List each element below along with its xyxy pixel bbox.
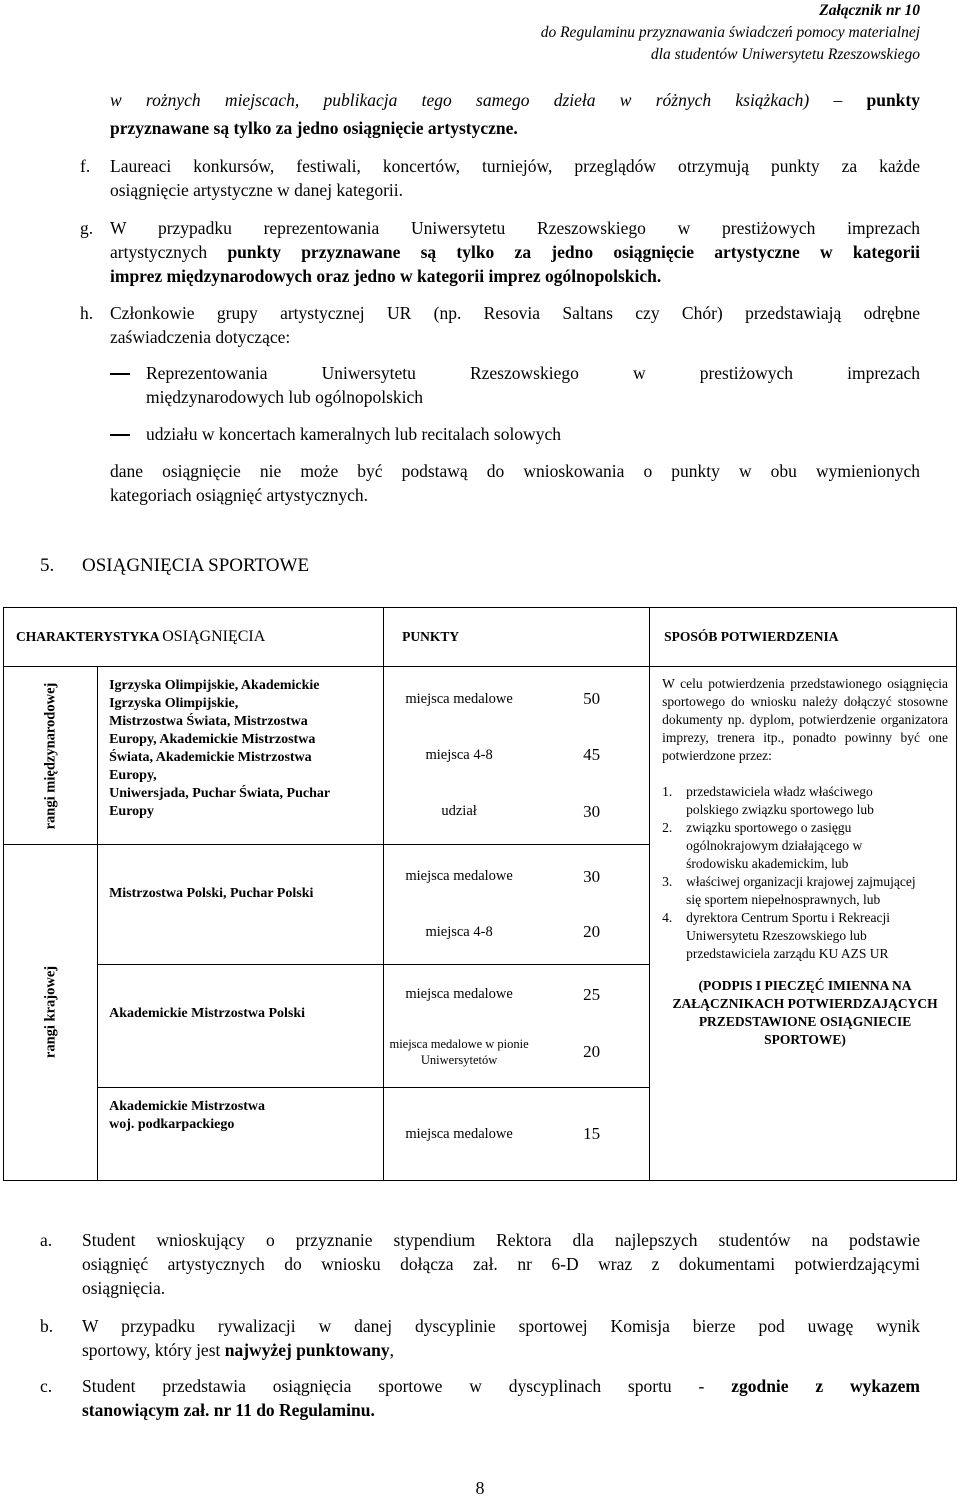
item-c-line2: stanowiącym zał. nr 11 do Regulaminu.	[82, 1400, 375, 1420]
item-b-line2: sportowy, który jest najwyżej punktowany,	[82, 1340, 394, 1360]
item-h-after-line1: dane osiągnięcie nie może być podstawą do wnioskowania o punkty w obu wymienionych	[110, 461, 920, 481]
item-a-line2: osiągnięć artystycznych do wniosku dołącza zał. nr 6-D wraz z dokumentami potwierdzającymi	[82, 1254, 920, 1274]
achievement-group	[98, 845, 649, 965]
page-header	[541, 0, 920, 66]
points-value: 30	[583, 801, 601, 821]
achievement-groups	[98, 667, 649, 1180]
event-name-line: woj. podkarpackiego	[109, 1117, 235, 1132]
confirmation-item-text: przedstawiciela władz właściwego polskiego związku sportowego lub	[686, 784, 874, 817]
item-h-after-line2: kategoriach osiągnięć artystycznych.	[110, 485, 369, 505]
confirmation-note: (PODPIS I PIECZĘĆ IMIENNA NA ZAŁĄCZNIKACH POTWIERDZAJĄCYCH PRZEDSTAWIONE OSIĄGNIECIE SPORTOWE)	[672, 978, 938, 1047]
confirmation-item	[662, 819, 948, 873]
category-label: udział	[441, 803, 477, 820]
table-body-row	[4, 667, 957, 1181]
category-label: miejsca medalowe	[405, 986, 513, 1002]
item-b-marker: b.	[40, 1316, 54, 1336]
bullet-dash-2	[110, 434, 130, 436]
event-name-line: Uniwersjada, Puchar Świata, Puchar	[109, 786, 331, 801]
event-name-line: Europy,	[109, 768, 157, 783]
header-points: PUNKTY	[384, 608, 650, 667]
item-f-line2: osiągnięcie artystyczne w danej kategorii.	[110, 180, 404, 200]
category-row	[384, 985, 649, 1005]
event-name-line: Europy, Akademickie Mistrzostwa	[109, 732, 316, 747]
item-h-bullet1-line2: międzynarodowych lub ogólnopolskich	[146, 387, 424, 407]
category-row	[384, 1036, 649, 1068]
section-number: 5.	[40, 555, 55, 576]
paragraph-continuation-line1: w rożnych miejscach, publikacja tego samego dzieła w różnych książkach) – punkty	[110, 90, 920, 110]
item-h-bullet1-line1: Reprezentowania Uniwersytetu Rzeszowskiego w prestiżowych imprezach	[146, 363, 920, 383]
points-value: 20	[583, 922, 601, 942]
category-rows	[384, 965, 649, 1087]
achievements-cell	[98, 667, 650, 1181]
event-name-line: Igrzyska Olimpijskie,	[109, 696, 239, 711]
page-number: 8	[475, 1478, 485, 1498]
category-rows	[384, 667, 649, 844]
rank-national: rangi krajowej	[42, 965, 59, 1059]
confirmation-item-number: 4.	[662, 910, 673, 925]
points-value: 50	[583, 689, 601, 709]
achievement-group	[98, 1088, 649, 1180]
category-row	[384, 1124, 649, 1144]
header-confirmation: SPOSÓB POTWIERDZENIA	[650, 608, 957, 667]
item-g-line2: artystycznych punkty przyznawane są tylko za jedno osiągnięcie artystyczne w kategorii	[110, 242, 920, 262]
event-name	[98, 667, 384, 844]
confirmation-item-number: 3.	[662, 874, 673, 889]
item-c-marker: c.	[40, 1376, 53, 1396]
confirmation-item-text: dyrektora Centrum Sportu i Rekreacji Uniwersytetu Rzeszowskiego lub przedstawiciela zarządu KU AZS UR	[686, 910, 891, 961]
event-name	[98, 1088, 384, 1180]
item-h-line2: zaświadczenia dotyczące:	[110, 327, 291, 347]
bullet-dash-1	[110, 373, 130, 375]
item-g-marker: g.	[80, 218, 94, 238]
category-label: miejsca medalowe w pionie Uniwersytetów	[389, 1036, 529, 1067]
confirmation-item-number: 2.	[662, 820, 673, 835]
annex-subtitle-2: dla studentów Uniwersytetu Rzeszowskiego	[650, 46, 920, 63]
category-rows	[384, 1088, 649, 1180]
rank-international: rangi międzynarodowej	[42, 682, 59, 829]
confirmation-item	[662, 783, 948, 819]
category-label: miejsca medalowe	[405, 1125, 513, 1142]
event-name-line: Europy	[109, 804, 154, 819]
category-label: miejsca medalowe	[405, 690, 513, 707]
item-h-line1: Członkowie grupy artystycznej UR (np. Resovia Saltans czy Chór) przedstawiają odrębne	[110, 303, 920, 323]
points-value: 20	[583, 1041, 601, 1061]
item-f-marker: f.	[80, 156, 91, 176]
item-f-line1: Laureaci konkursów, festiwali, koncertów, turniejów, przeglądów otrzymują punkty za każde	[110, 156, 920, 176]
header-characteristics: CHARAKTERYSTYKA OSIĄGNIĘCIA	[4, 608, 384, 667]
confirmation-list	[662, 783, 948, 963]
table-header-row	[4, 608, 957, 667]
confirmation-item	[662, 873, 948, 909]
item-c-line1: Student przedstawia osiągnięcia sportowe w dyscyplinach sportu - zgodnie z wykazem	[82, 1376, 920, 1396]
achievement-group	[98, 965, 649, 1088]
category-label: miejsca 4-8	[425, 923, 493, 940]
event-name	[98, 845, 384, 964]
category-row	[384, 802, 649, 822]
category-row	[384, 867, 649, 887]
annex-title: Załącznik nr 10	[819, 2, 920, 19]
event-name	[98, 965, 384, 1087]
confirmation-cell	[650, 667, 957, 1181]
points-value: 15	[583, 1124, 601, 1143]
confirmation-item-text: związku sportowego o zasięgu ogólnokrajowym działającego w środowisku akademickim, lub	[686, 820, 863, 871]
points-value: 30	[583, 866, 601, 886]
event-name-line: Świata, Akademickie Mistrzostwa	[109, 750, 312, 765]
item-a-line3: osiągnięcia.	[82, 1278, 166, 1298]
category-row	[384, 745, 649, 765]
item-a-marker: a.	[40, 1230, 53, 1250]
event-name-line: Akademickie Mistrzostwa Polski	[109, 1006, 306, 1021]
confirmation-intro: W celu potwierdzenia przedstawionego osiągnięcia sportowego do wniosku należy dołączyć stosowne dokumenty np. dyplom, potwierdzenie organizatora imprezy, trenera itp., ponadto powinny być one potwierdzone przez:	[662, 676, 948, 763]
category-row	[384, 922, 649, 942]
paragraph-continuation-line2: przyznawane są tylko za jedno osiągnięcie artystyczne.	[110, 118, 518, 138]
section-title: OSIĄGNIĘCIA SPORTOWE	[82, 555, 310, 576]
confirmation-item-text: właściwej organizacji krajowej zajmującej się sportem niepełnosprawnych, lub	[686, 874, 916, 907]
item-h-marker: h.	[80, 303, 94, 323]
item-a-line1: Student wnioskujący o przyznanie stypendium Rektora dla najlepszych studentów na podstawie	[82, 1230, 920, 1250]
rank-column	[4, 667, 98, 1181]
category-row	[384, 689, 649, 709]
item-b-line1: W przypadku rywalizacji w danej dyscyplinie sportowej Komisja bierze pod uwagę wynik	[82, 1316, 920, 1336]
rank-international-cell	[4, 667, 97, 845]
points-value: 45	[583, 745, 601, 765]
confirmation-item-number: 1.	[662, 784, 673, 799]
achievement-group	[98, 667, 649, 845]
points-value: 25	[583, 984, 601, 1004]
item-g-line3: imprez międzynarodowych oraz jedno w kategorii imprez ogólnopolskich.	[110, 266, 662, 286]
event-name-line: Mistrzostwa Świata, Mistrzostwa	[109, 714, 308, 729]
event-name-line: Igrzyska Olimpijskie, Akademickie	[109, 678, 320, 693]
annex-subtitle-1: do Regulaminu przyznawania świadczeń pomocy materialnej	[540, 24, 920, 41]
sports-achievements-table	[3, 607, 957, 1181]
item-g-line1: W przypadku reprezentowania Uniwersytetu Rzeszowskiego w prestiżowych imprezach	[110, 218, 920, 238]
category-label: miejsca 4-8	[425, 746, 493, 763]
category-rows	[384, 845, 649, 964]
category-label: miejsca medalowe	[405, 868, 513, 885]
event-name-line: Akademickie Mistrzostwa	[109, 1099, 265, 1114]
event-name-line: Mistrzostwa Polski, Puchar Polski	[109, 886, 314, 901]
rank-national-cell	[4, 845, 97, 1179]
confirmation-item	[662, 909, 948, 963]
item-h-bullet2: udziału w koncertach kameralnych lub recitalach solowych	[146, 424, 561, 444]
